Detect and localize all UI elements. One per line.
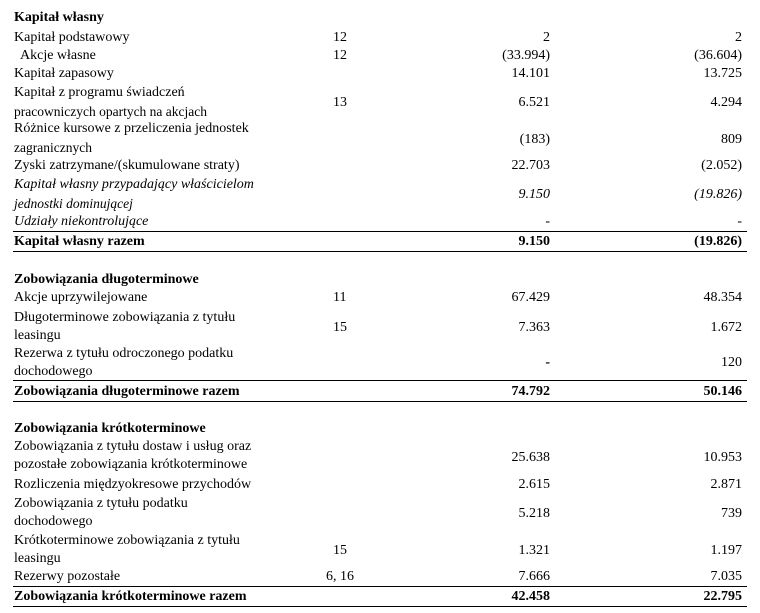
- row-value-previous: 2.871: [710, 477, 742, 492]
- row-note: 11: [333, 290, 347, 305]
- row-note: 13: [333, 95, 347, 110]
- row-note: 12: [333, 30, 347, 45]
- row-value-previous: 10.953: [703, 450, 742, 465]
- row-label: Długoterminowe zobowiązania z tytułu: [14, 310, 236, 325]
- row-value-current: -: [545, 214, 550, 229]
- section-heading-long-term: Zobowiązania długoterminowe: [14, 272, 199, 287]
- row-label: Kapitał z programu świadczeń: [14, 85, 185, 100]
- row-value-current: 5.218: [518, 506, 550, 521]
- row-label: Zyski zatrzymane/(skumulowane straty): [14, 158, 240, 173]
- row-label: Zobowiązania z tytułu dostaw i usług oraz: [14, 439, 252, 454]
- row-label: Kapitał własny przypadający właścicielom: [14, 177, 254, 192]
- total-value-current: 74.792: [511, 384, 550, 399]
- row-value-previous: (36.604): [694, 48, 742, 63]
- row-value-current: 67.429: [511, 290, 550, 305]
- total-divider: [13, 380, 747, 381]
- row-note: 15: [333, 543, 347, 558]
- row-note: 12: [333, 48, 347, 63]
- total-label: Zobowiązania długoterminowe razem: [14, 384, 240, 399]
- row-label: Rezerwy pozostałe: [14, 569, 121, 584]
- row-label-continued: jednostki dominującej: [14, 196, 133, 211]
- row-label-continued: leasingu: [14, 328, 61, 343]
- row-label: Różnice kursowe z przeliczenia jednostek: [14, 121, 249, 136]
- row-label: Akcje uprzywilejowane: [14, 290, 148, 305]
- total-value-current: 42.458: [511, 589, 550, 604]
- total-divider: [13, 251, 747, 252]
- total-divider: [13, 586, 747, 587]
- row-label: Akcje własne: [20, 48, 96, 63]
- row-value-previous: 1.197: [710, 543, 742, 558]
- row-value-previous: (2.052): [701, 158, 742, 173]
- row-label-continued: leasingu: [14, 551, 61, 566]
- row-value-current: 2: [543, 30, 550, 45]
- row-label-continued: dochodowego: [14, 364, 93, 379]
- row-value-previous: 2: [735, 30, 742, 45]
- row-label-continued: dochodowego: [14, 514, 93, 529]
- row-value-previous: 809: [721, 132, 742, 147]
- total-divider: [13, 606, 747, 607]
- row-label: Kapitał zapasowy: [14, 66, 114, 81]
- row-label: Udziały niekontrolujące: [14, 214, 149, 229]
- row-value-previous: 739: [721, 506, 742, 521]
- row-value-current: -: [545, 355, 550, 370]
- total-label: Kapitał własny razem: [14, 234, 145, 249]
- total-value-current: 9.150: [518, 234, 550, 249]
- row-value-current: 7.666: [518, 569, 550, 584]
- row-value-current: 22.703: [511, 158, 550, 173]
- row-value-previous: 13.725: [703, 66, 742, 81]
- row-value-current: 6.521: [518, 95, 550, 110]
- total-label: Zobowiązania krótkoterminowe razem: [14, 589, 247, 604]
- row-value-previous: (19.826): [694, 187, 742, 202]
- total-divider: [13, 401, 747, 402]
- row-value-previous: -: [737, 214, 742, 229]
- row-value-current: (33.994): [502, 48, 550, 63]
- row-value-current: 25.638: [511, 450, 550, 465]
- row-label-continued: zagranicznych: [14, 140, 92, 155]
- row-value-previous: 48.354: [703, 290, 742, 305]
- row-label: Krótkoterminowe zobowiązania z tytułu: [14, 533, 240, 548]
- row-note: 15: [333, 320, 347, 335]
- row-label: Kapitał podstawowy: [14, 30, 130, 45]
- row-value-current: 7.363: [518, 320, 550, 335]
- row-value-current: 2.615: [518, 477, 550, 492]
- total-divider: [13, 231, 747, 232]
- row-label: Rezerwa z tytułu odroczonego podatku: [14, 346, 234, 361]
- row-note: 6, 16: [326, 569, 354, 584]
- row-value-previous: 120: [721, 355, 742, 370]
- row-label: Rozliczenia międzyokresowe przychodów: [14, 477, 252, 492]
- row-value-current: 9.150: [518, 187, 550, 202]
- row-label-continued: pozostałe zobowiązania krótkoterminowe: [14, 457, 248, 472]
- row-value-previous: 7.035: [710, 569, 742, 584]
- row-label: Zobowiązania z tytułu podatku: [14, 496, 188, 511]
- row-value-previous: 1.672: [710, 320, 742, 335]
- row-label-continued: pracowniczych opartych na akcjach: [14, 104, 208, 119]
- total-value-previous: (19.826): [694, 234, 742, 249]
- total-value-previous: 22.795: [703, 589, 742, 604]
- row-value-previous: 4.294: [710, 95, 742, 110]
- row-value-current: 14.101: [511, 66, 550, 81]
- section-heading-equity: Kapitał własny: [14, 10, 104, 25]
- total-value-previous: 50.146: [703, 384, 742, 399]
- row-value-current: (183): [519, 132, 550, 147]
- row-value-current: 1.321: [518, 543, 550, 558]
- section-heading-short-term: Zobowiązania krótkoterminowe: [14, 421, 206, 436]
